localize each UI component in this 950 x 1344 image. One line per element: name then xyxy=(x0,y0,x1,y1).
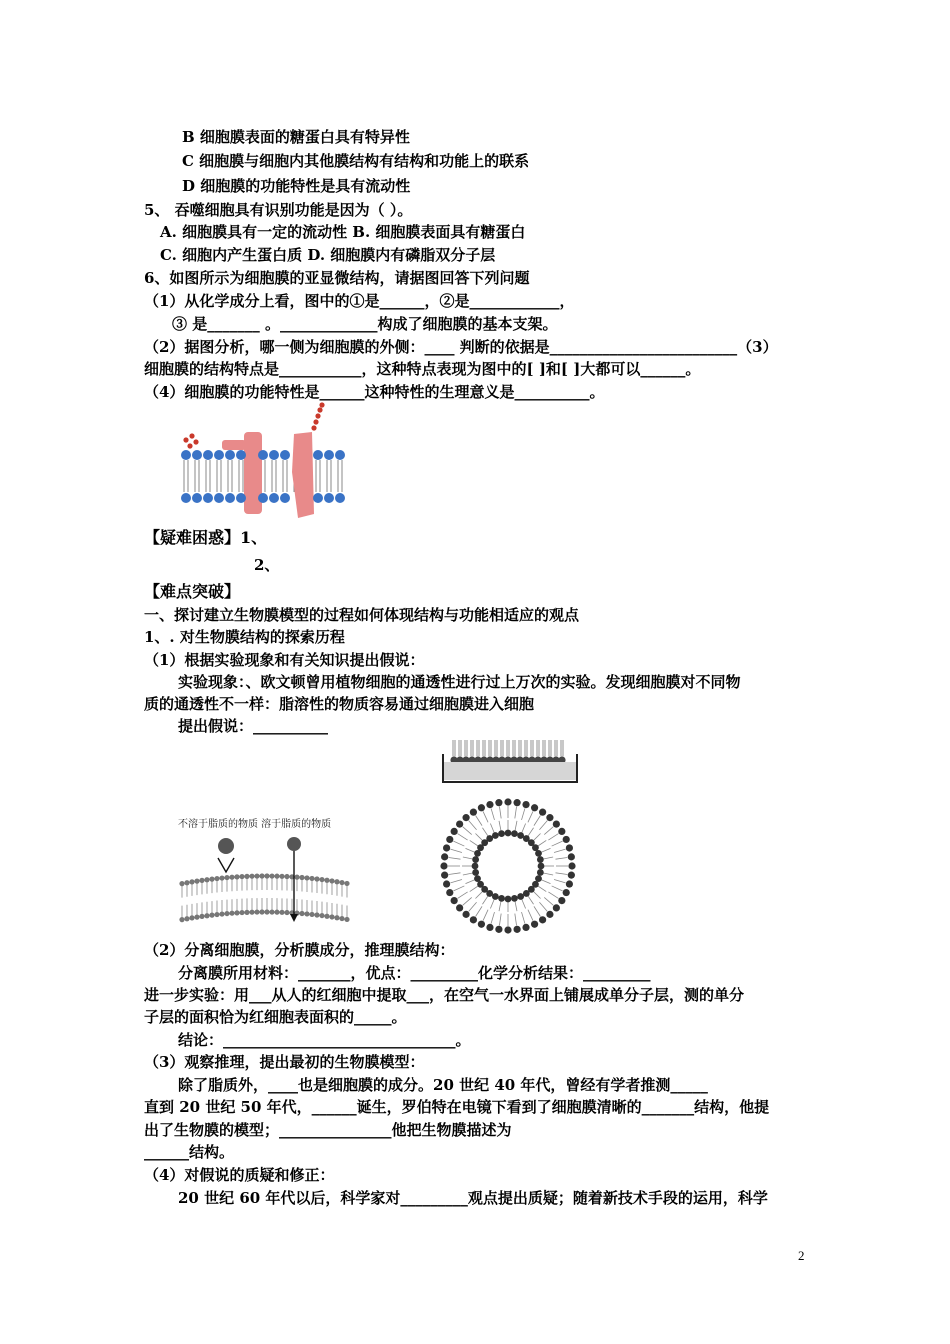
protein xyxy=(292,432,314,518)
lipid-head xyxy=(566,880,573,887)
phospholipid-head xyxy=(225,450,235,460)
lipid-head xyxy=(269,873,274,878)
lipid-tail xyxy=(534,906,540,916)
phospholipid-head xyxy=(280,493,290,503)
phospholipid-head xyxy=(236,450,246,460)
lipid-head xyxy=(294,875,299,880)
lipid-tail xyxy=(528,896,534,904)
lipid-tail xyxy=(470,886,478,892)
lipid-tail xyxy=(543,857,553,859)
lipid-tail xyxy=(528,811,533,822)
phospholipid-head xyxy=(335,493,345,503)
lipid-head xyxy=(462,911,469,918)
lipid-head xyxy=(553,820,560,827)
lipid-head xyxy=(244,910,249,915)
lipid-head xyxy=(199,878,204,883)
lipid-head xyxy=(264,873,269,878)
lipid-head xyxy=(531,921,538,928)
sugar-chain xyxy=(183,437,188,442)
lipid-head xyxy=(472,856,479,863)
lipid-head xyxy=(284,910,289,915)
lipid-head xyxy=(440,862,447,869)
lipid-head xyxy=(504,926,511,933)
step-1: （1）根据实验现象和有关知识提出假说： xyxy=(144,651,425,669)
lipid-head xyxy=(486,924,493,931)
lipid-tail xyxy=(538,840,546,846)
experiment-text-1: 实验现象：、欧文顿曾用植物细胞的通透性进行过上万次的实验。发现细胞膜对不同物 xyxy=(178,673,741,691)
lipid-tail xyxy=(482,828,488,836)
lipid-head xyxy=(492,832,499,839)
lipid-head xyxy=(553,904,560,911)
lipid-tail xyxy=(515,821,517,831)
phospholipid-head xyxy=(313,493,323,503)
phospholipid-head xyxy=(203,493,213,503)
lipid-head xyxy=(224,875,229,880)
lipid-tail xyxy=(556,873,568,875)
lipid-head xyxy=(495,799,502,806)
sugar-chain xyxy=(319,402,324,407)
lipid-head xyxy=(254,873,259,878)
lipid-tail xyxy=(522,824,526,833)
lipid-head xyxy=(209,877,214,882)
lipid-head xyxy=(179,881,184,886)
lipid-head xyxy=(539,916,546,923)
lipid-head xyxy=(279,874,284,879)
step-4: （4）对假说的质疑和修正： xyxy=(144,1166,335,1184)
lipid-head xyxy=(344,881,349,886)
phospholipid-head xyxy=(181,493,191,503)
lipid-head xyxy=(329,878,334,883)
lipid-tail xyxy=(528,828,534,836)
lipid-head xyxy=(522,924,529,931)
lipid-head xyxy=(284,874,289,879)
step-2: （2）分离细胞膜，分析膜成分，推理膜结构： xyxy=(144,941,455,959)
lipid-head xyxy=(339,880,344,885)
lipid-tail xyxy=(515,901,517,911)
lipid-head xyxy=(304,911,309,916)
lipid-tail xyxy=(554,849,566,852)
lipid-head xyxy=(214,876,219,881)
liposome-figure xyxy=(440,798,576,934)
lipid-head xyxy=(249,910,254,915)
lipid-head xyxy=(505,896,512,903)
lipid-head xyxy=(568,872,575,879)
lipid-tail xyxy=(463,897,472,905)
lipid-head xyxy=(470,916,477,923)
lipid-head xyxy=(443,844,450,851)
lipid-tail xyxy=(534,816,540,826)
lipid-head xyxy=(319,913,324,918)
insoluble-molecule xyxy=(218,838,234,854)
lipid-tail xyxy=(483,910,488,921)
model-text-4: ______结构。 xyxy=(144,1143,235,1161)
page-number: 2 xyxy=(798,1248,805,1263)
lipid-tail xyxy=(458,892,468,898)
lipid-tail xyxy=(544,827,553,835)
membrane-diagram xyxy=(172,402,357,522)
lipid-tail xyxy=(538,886,546,892)
lipid-head xyxy=(184,880,189,885)
question-5: 5、 吞噬细胞具有识别功能是因为（ ）。 xyxy=(144,201,413,219)
lipid-head xyxy=(179,917,184,922)
phospholipid-head xyxy=(313,450,323,460)
lipid-head xyxy=(537,856,544,863)
lipid-head xyxy=(568,862,575,869)
arrow-head xyxy=(290,914,298,922)
water xyxy=(444,762,576,780)
lipid-head xyxy=(299,875,304,880)
lipid-head xyxy=(498,830,505,837)
sugar-chain xyxy=(315,413,320,418)
lipid-tail xyxy=(449,857,461,859)
phospholipid-head xyxy=(258,493,268,503)
q5-options-cd: C. 细胞内产生蛋白质 D. 细胞膜内有磷脂双分子层 xyxy=(160,246,496,264)
line-c: C 细胞膜与细胞内其他膜结构有结构和功能上的联系 xyxy=(182,152,530,170)
lipid-head xyxy=(189,879,194,884)
lipid-head xyxy=(517,893,524,900)
material-line: 分离膜所用材料：_______，优点：_________化学分析结果：_________ xyxy=(178,964,651,982)
lipid-head xyxy=(219,875,224,880)
q6-part-1: （1）从化学成分上看，图中的①是______，②是____________， xyxy=(144,292,575,310)
lipid-head xyxy=(443,880,450,887)
lipid-tail xyxy=(475,833,482,840)
lipid-head xyxy=(470,809,477,816)
phospholipid-head xyxy=(236,493,246,503)
lipid-tail xyxy=(548,892,558,898)
lipid-tail xyxy=(556,857,568,859)
lipid-head xyxy=(194,915,199,920)
lipid-head xyxy=(199,914,204,919)
lipid-head xyxy=(511,830,518,837)
lipid-tail xyxy=(450,880,462,883)
phospholipid-head xyxy=(269,493,279,503)
phospholipid-head xyxy=(324,450,334,460)
lipid-tail xyxy=(544,897,553,905)
revision-text: 20 世纪 60 年代以后，科学家对_________观点提出质疑；随着新技术手段的运用，科学 xyxy=(178,1189,768,1207)
lipid-head xyxy=(441,872,448,879)
lipid-head xyxy=(478,804,485,811)
lipid-tail xyxy=(463,873,473,875)
question-6: 6、如图所示为细胞膜的亚显微结构，请据图回答下列问题 xyxy=(144,269,530,287)
line-b: B 细胞膜表面的糖蛋白具有特异性 xyxy=(182,128,410,146)
lipid-tail xyxy=(552,841,563,846)
lipid-head xyxy=(558,828,565,835)
lipid-tail xyxy=(499,821,501,831)
lipid-tail xyxy=(522,899,526,908)
phospholipid-head xyxy=(225,493,235,503)
sugar-chain xyxy=(187,443,192,448)
protein xyxy=(244,432,262,514)
sugar-chain xyxy=(193,439,198,444)
lipid-head xyxy=(314,912,319,917)
sugar-chain xyxy=(317,407,322,412)
q5-options-ab: A. 细胞膜具有一定的流动性 B. 细胞膜表面具有糖蛋白 xyxy=(160,223,526,241)
q6-part-2: （2）据图分析，哪一侧为细胞膜的外侧：____ 判断的依据是_________________________（3） xyxy=(144,338,778,356)
lipid-tail xyxy=(470,840,478,846)
lipid-tail xyxy=(543,873,553,875)
phospholipid-head xyxy=(335,450,345,460)
monolayer-trough-figure xyxy=(440,738,580,786)
lipid-head xyxy=(531,804,538,811)
lipid-tail xyxy=(466,848,475,852)
phospholipid-head xyxy=(214,450,224,460)
lipid-head xyxy=(563,889,570,896)
lipid-head xyxy=(474,875,481,882)
lipid-head xyxy=(204,877,209,882)
lipid-tail xyxy=(533,833,540,840)
lipid-head xyxy=(451,828,458,835)
lipid-head xyxy=(498,895,505,902)
conclusion: 结论：_______________________________。 xyxy=(178,1031,471,1049)
lipid-head xyxy=(239,874,244,879)
lipid-tail xyxy=(548,834,558,840)
lipid-head xyxy=(334,879,339,884)
lipid-head xyxy=(274,874,279,879)
lipid-tail xyxy=(449,873,461,875)
figure-caption: 不溶于脂质的物质 溶于脂质的物质 xyxy=(178,819,332,830)
lipid-head xyxy=(329,914,334,919)
lipid-tail xyxy=(476,906,482,916)
lipid-head xyxy=(219,911,224,916)
lipid-tail xyxy=(453,841,464,846)
q6-part-1-cont: ③ 是_______ 。_____________构成了细胞膜的基本支架。 xyxy=(172,315,558,333)
subsection-1: 1、. 对生物膜结构的探索历程 xyxy=(144,628,345,646)
lipid-head xyxy=(472,863,479,870)
phospholipid-head xyxy=(192,493,202,503)
lipid-tail xyxy=(499,807,501,819)
experiment-text-2: 质的通透性不一样：脂溶性的物质容易通过细胞膜进入细胞 xyxy=(144,695,535,713)
lipid-head xyxy=(184,916,189,921)
phospholipid-head xyxy=(181,450,191,460)
confusion-heading: 【疑难困惑】1、 xyxy=(144,528,268,547)
lipid-tail xyxy=(541,880,550,884)
lipid-head xyxy=(495,926,502,933)
lipid-head xyxy=(314,876,319,881)
model-text-3: 出了生物膜的模型；_______________他把生物膜描述为 xyxy=(144,1121,512,1139)
lipid-tail xyxy=(466,880,475,884)
lipid-head xyxy=(189,915,194,920)
lipid-head xyxy=(299,911,304,916)
lipid-head xyxy=(254,909,259,914)
soluble-molecule xyxy=(287,837,301,851)
lipid-tail xyxy=(522,912,525,924)
sugar-chain xyxy=(313,419,318,424)
lipid-head xyxy=(511,895,518,902)
lipid-head xyxy=(456,904,463,911)
lipid-tail xyxy=(476,816,482,826)
lipid-tail xyxy=(483,811,488,822)
lipid-head xyxy=(441,853,448,860)
lipid-head xyxy=(239,910,244,915)
lipid-head xyxy=(478,921,485,928)
lipid-head xyxy=(504,798,511,805)
step-3: （3）观察推理，提出最初的生物膜模型： xyxy=(144,1053,425,1071)
lipid-tail xyxy=(490,899,494,908)
lipid-tail xyxy=(453,886,464,891)
lipid-tail xyxy=(533,891,540,898)
lipid-head xyxy=(539,809,546,816)
lipid-head xyxy=(462,814,469,821)
lipid-head xyxy=(486,801,493,808)
lipid-head xyxy=(324,914,329,919)
lipid-head xyxy=(505,830,512,837)
lipid-head xyxy=(234,874,239,879)
lipid-tail xyxy=(469,821,477,830)
lipid-head xyxy=(514,926,521,933)
lipid-head xyxy=(514,799,521,806)
lipid-tail xyxy=(491,808,494,820)
lipid-head xyxy=(224,911,229,916)
phospholipid-head xyxy=(214,493,224,503)
lipid-head xyxy=(229,875,234,880)
breakthrough-heading: 【难点突破】 xyxy=(144,582,241,601)
section-1-title: 一、探讨建立生物膜模型的过程如何体现结构与功能相适应的观点 xyxy=(144,606,580,624)
sugar-chain xyxy=(311,425,316,430)
confusion-item-2: 2、 xyxy=(254,556,280,574)
phospholipid-head xyxy=(203,450,213,460)
lipid-head xyxy=(209,913,214,918)
sugar-chain xyxy=(189,433,194,438)
lipid-head xyxy=(339,916,344,921)
model-text-2: 直到 20 世纪 50 年代，______诞生，罗伯特在电镜下看到了细胞膜清晰的_______结构，他提 xyxy=(144,1098,770,1116)
lipid-head xyxy=(214,912,219,917)
q6-part-4: （4）细胞膜的功能特性是______这种特性的生理意义是__________。 xyxy=(144,383,605,401)
lipid-tail xyxy=(499,914,501,926)
lipid-head xyxy=(344,917,349,922)
lipid-head xyxy=(244,874,249,879)
further-experiment-1: 进一步实验：用___从人的红细胞中提取___，在空气一水界面上铺展成单分子层，测的单分 xyxy=(144,986,745,1004)
lipid-head xyxy=(304,875,309,880)
lipid-head xyxy=(204,913,209,918)
model-text-1: 除了脂质外，____也是细胞膜的成分。20 世纪 40 年代，曾经有学者推测_____ xyxy=(178,1076,708,1094)
lipid-head xyxy=(319,877,324,882)
lipid-tail xyxy=(463,857,473,859)
lipid-head xyxy=(568,853,575,860)
lipid-tail xyxy=(469,902,477,911)
lipid-head xyxy=(446,836,453,843)
lipid-head xyxy=(309,876,314,881)
lipid-tail xyxy=(528,910,533,921)
protein xyxy=(222,440,246,450)
blocked-arrow xyxy=(218,858,234,872)
lipid-head xyxy=(546,814,553,821)
lipid-head xyxy=(456,820,463,827)
lipid-head xyxy=(446,889,453,896)
lipid-head xyxy=(234,910,239,915)
lipid-head xyxy=(538,863,545,870)
lipid-tail xyxy=(482,896,488,904)
lipid-head xyxy=(522,801,529,808)
lipid-tail xyxy=(539,902,547,911)
lipid-tail xyxy=(490,824,494,833)
lipid-tail xyxy=(450,849,462,852)
lipid-tail xyxy=(539,821,547,830)
phospholipid-head xyxy=(269,450,279,460)
permeability-figure xyxy=(172,814,362,926)
hypothesis: 提出假说：__________ xyxy=(178,717,329,735)
phospholipid-head xyxy=(280,450,290,460)
lipid-head xyxy=(259,873,264,878)
lipid-head xyxy=(566,844,573,851)
lipid-head xyxy=(249,874,254,879)
lipid-tail xyxy=(515,914,517,926)
lipid-head xyxy=(264,909,269,914)
phospholipid-head xyxy=(258,450,268,460)
phospholipid-head xyxy=(192,450,202,460)
lipid-tail xyxy=(522,808,525,820)
lipid-head xyxy=(546,911,553,918)
lipid-tail xyxy=(515,807,517,819)
lipid-head xyxy=(279,910,284,915)
lipid-head xyxy=(537,869,544,876)
lipid-head xyxy=(334,915,339,920)
lipid-tail xyxy=(491,912,494,924)
further-experiment-2: 子层的面积恰为红细胞表面积的_____。 xyxy=(144,1008,407,1026)
lipid-head xyxy=(324,878,329,883)
lipid-tail xyxy=(475,891,482,898)
line-d: D 细胞膜的功能特性是具有流动性 xyxy=(182,177,411,195)
lipid-head xyxy=(535,850,542,857)
lipid-head xyxy=(558,897,565,904)
q6-part-3: 细胞膜的结构特点是___________，这种特点表现为图中的[ ]和[ ]大都可以______。 xyxy=(144,360,701,378)
lipid-head xyxy=(229,911,234,916)
lipid-head xyxy=(563,836,570,843)
lipid-head xyxy=(451,897,458,904)
lipid-head xyxy=(309,912,314,917)
lipid-tail xyxy=(458,834,468,840)
lipid-head xyxy=(259,909,264,914)
lipid-head xyxy=(194,879,199,884)
lipid-tail xyxy=(499,901,501,911)
lipid-head xyxy=(269,909,274,914)
lipid-tail xyxy=(554,880,566,883)
lipid-tail xyxy=(552,886,563,891)
lipid-head xyxy=(472,869,479,876)
phospholipid-head xyxy=(324,493,334,503)
lipid-tail xyxy=(463,827,472,835)
lipid-tail xyxy=(541,848,550,852)
lipid-head xyxy=(274,910,279,915)
